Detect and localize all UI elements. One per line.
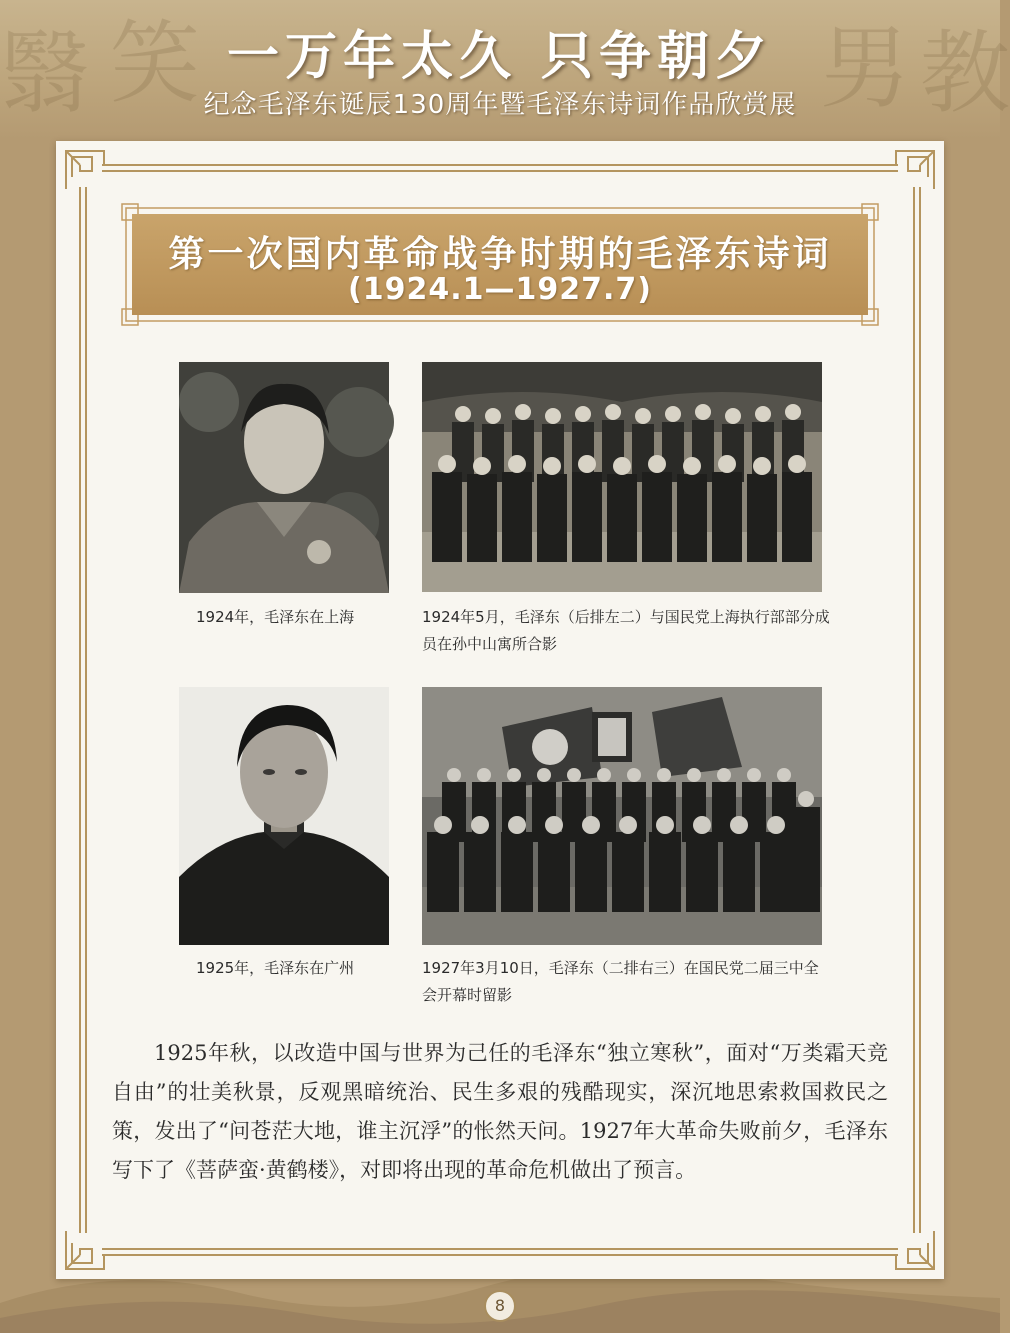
section-title: 第一次国内革命战争时期的毛泽东诗词 (168, 233, 832, 275)
photo-caption: 1927年3月10日，毛泽东（二排右三）在国民党二届三中全会开幕时留影 (422, 959, 819, 1004)
page-subtitle: 纪念毛泽东诞辰130周年暨毛泽东诗词作品欣赏展 (203, 90, 797, 120)
photo-caption: 1924年，毛泽东在上海 (196, 608, 355, 626)
section-dates: (1924.1—1927.7) (348, 272, 652, 307)
banner-background (132, 214, 868, 315)
photo-mao-1924-shanghai (179, 362, 389, 593)
section-banner (122, 204, 878, 325)
photo-group-1927 (422, 687, 822, 945)
photo-mao-1925-guangzhou (179, 687, 389, 945)
photo-group-1924 (422, 362, 822, 592)
calligraphy-background: 翳 笑 男 教 (0, 0, 1000, 140)
page-title: 一万年太久 只争朝夕 (226, 26, 774, 87)
photo-caption: 1925年，毛泽东在广州 (196, 959, 355, 977)
photo-caption: 1924年5月，毛泽东（后排左二）与国民党上海执行部部分成员在孙中山寓所合影 (422, 608, 830, 653)
page-number: 8 (484, 1290, 516, 1322)
content-panel (56, 141, 944, 1279)
body-paragraph: 1925年秋，以改造中国与世界为己任的毛泽东“独立寒秋”，面对“万类霜天竞自由”的壮美秋景，反观黑暗统治、民生多艰的残酷现实，深沉地思索救国救民之策，发出了“问苍茫大地，谁主沉浮”的怅然天问。1927年大革命失败前夕，毛泽东写下了《菩萨蛮·黄鹤楼》，对即将出现的革命危机做出了预言。 (112, 1041, 888, 1182)
